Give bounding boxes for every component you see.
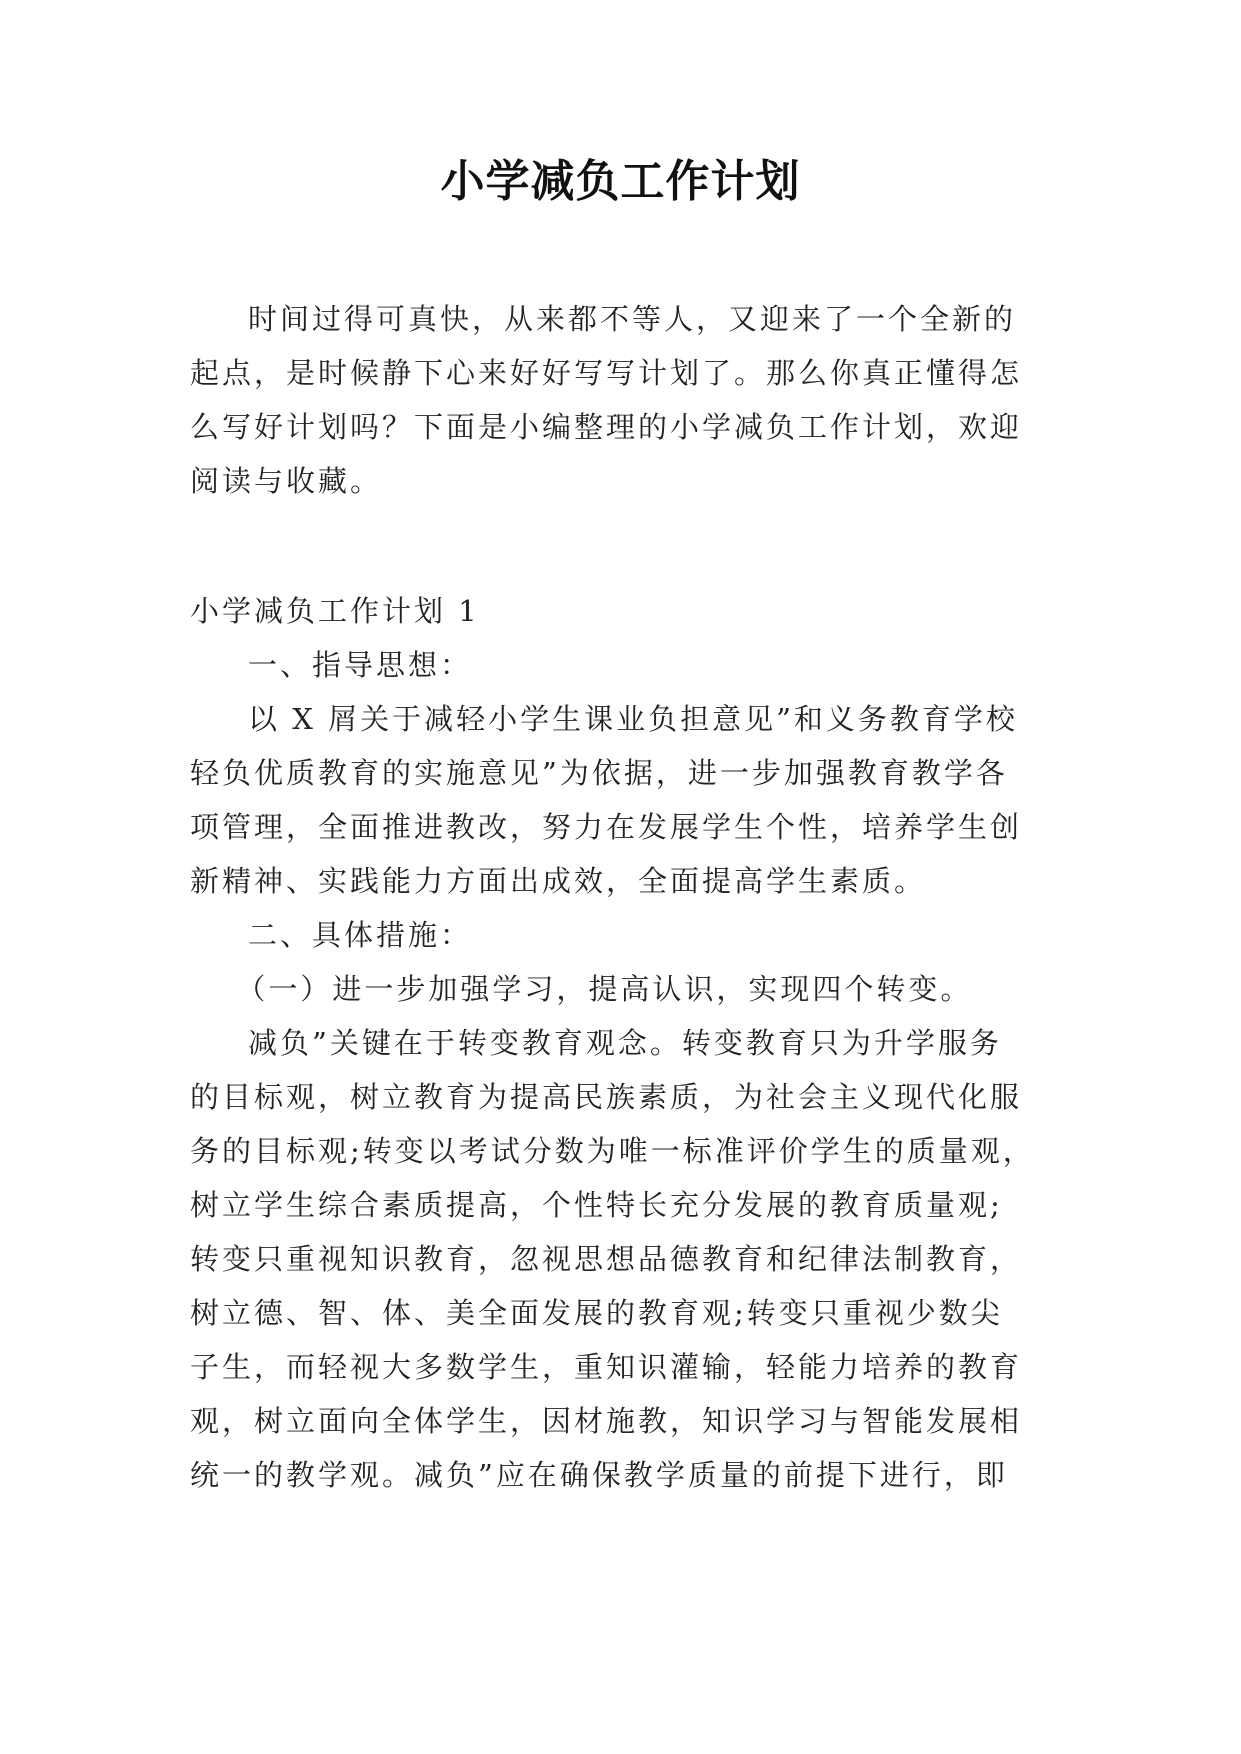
intro-line: 么写好计划吗？下面是小编整理的小学减负工作计划，欢迎 <box>190 410 1023 444</box>
document-content <box>190 584 1062 1502</box>
paragraph-line: 项管理，全面推进教改，努力在发展学生个性，培养学生创 <box>190 810 1023 844</box>
document-title: 小学减负工作计划 <box>440 156 801 207</box>
paragraph-line: 的目标观，树立教育为提高民族素质，为社会主义现代化服 <box>190 1080 1023 1114</box>
paragraph-line: 观，树立面向全体学生，因材施教，知识学习与智能发展相 <box>190 1404 1023 1438</box>
heading-specific-measures: 二、具体措施： <box>248 918 473 952</box>
paragraph-line: 转变只重视知识教育，忽视思想品德教育和纪律法制教育， <box>190 1242 1023 1276</box>
heading-guiding-ideology: 一、指导思想： <box>248 648 473 682</box>
paragraph-line: 以 X 屑关于减轻小学生课业负担意见”和义务教育学校 <box>248 702 1018 736</box>
paragraph-line: 轻负优质教育的实施意见”为依据，进一步加强教育教学各 <box>190 756 1008 790</box>
paragraph-line: 树立德、智、体、美全面发展的教育观;转变只重视少数尖 <box>190 1296 1003 1330</box>
paragraph-line: 子生，而轻视大多数学生，重知识灌输，轻能力培养的教育 <box>190 1350 1023 1384</box>
subheading: （一）进一步加强学习，提高认识，实现四个转变。 <box>236 972 973 1006</box>
paragraph-line: 务的目标观;转变以考试分数为唯一标准评价学生的质量观， <box>190 1134 1035 1168</box>
intro-line: 时间过得可真快，从来都不等人，又迎来了一个全新的 <box>248 302 1017 336</box>
paragraph-line: 树立学生综合素质提高，个性特长充分发展的教育质量观; <box>190 1188 1003 1222</box>
paragraph-line: 减负”关键在于转变教育观念。转变教育只为升学服务 <box>248 1026 1002 1060</box>
paragraph-line: 新精神、实践能力方面出成效，全面提高学生素质。 <box>190 864 927 898</box>
intro-line: 阅读与收藏。 <box>190 464 383 498</box>
paragraph-line: 统一的教学观。减负”应在确保教学质量的前提下进行，即 <box>190 1458 1008 1492</box>
intro-line: 起点，是时候静下心来好好写写计划了。那么你真正懂得怎 <box>190 356 1023 390</box>
intro-paragraph <box>190 292 1062 508</box>
section-heading: 小学减负工作计划 1 <box>190 594 480 628</box>
